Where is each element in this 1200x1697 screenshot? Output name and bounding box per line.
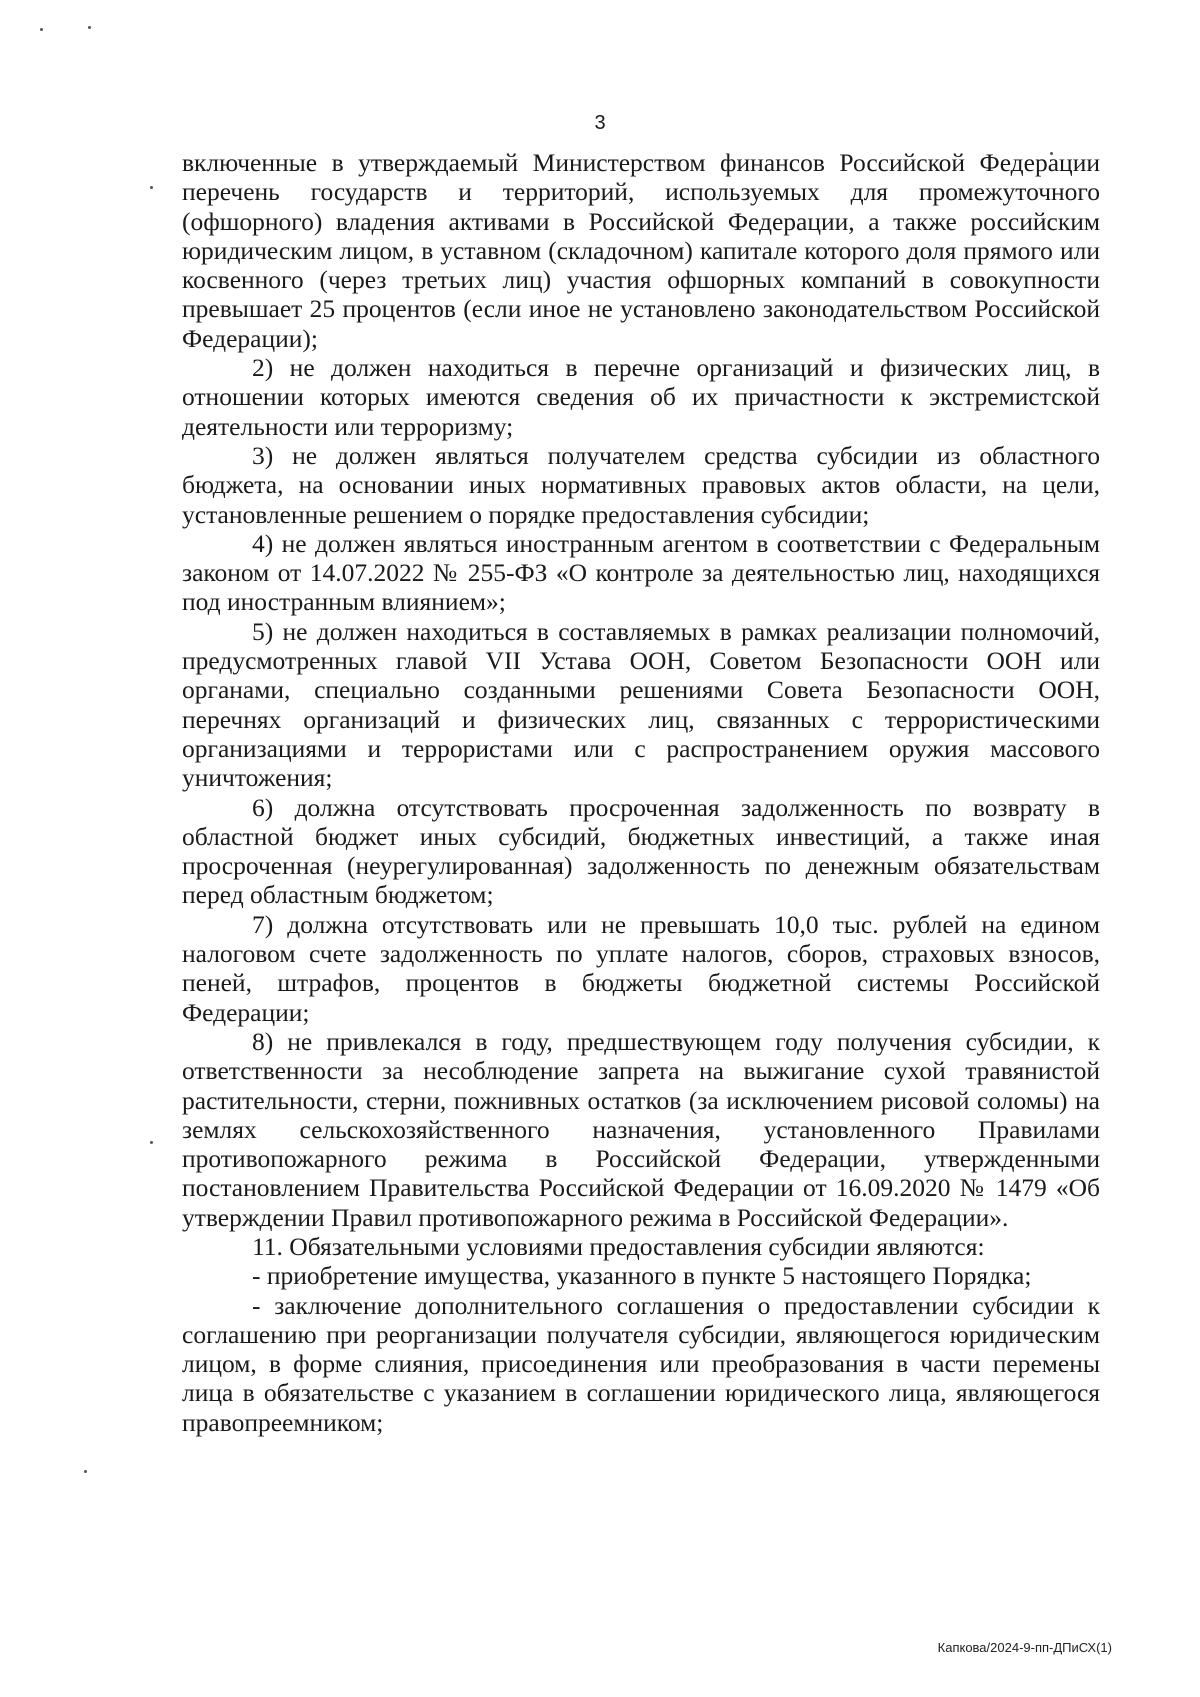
paragraph: 6) должна отсутствовать просроченная задолженность по возврату в областной бюджет иных субсидий, бюджетных инвестиций, а также иная просроченная (неурегулированная) задолженность по денежным обязательствам перед областным бюджетом; xyxy=(182,792,1100,910)
scan-speck xyxy=(40,28,43,31)
paragraph: 4) не должен являться иностранным агентом в соответствии с Федеральным законом от 14.07.2022 № 255-ФЗ «О контроле за деятельностью лиц, находящихся под иностранным влиянием»; xyxy=(182,528,1100,617)
paragraph: 3) не должен являться получателем средства субсидии из областного бюджета, на основании иных нормативных правовых актов области, на цели, установленные решением о порядке предоставления субсидии; xyxy=(182,440,1100,529)
scan-speck xyxy=(150,186,153,189)
scan-speck xyxy=(150,1141,153,1144)
paragraph: 2) не должен находиться в перечне организаций и физических лиц, в отношении которых имеются сведения об их причастности к экстремистской деятельности или терроризму; xyxy=(182,353,1100,441)
paragraph: 7) должна отсутствовать или не превышать 10,0 тыс. рублей на едином налоговом счете задолженность по уплате налогов, сборов, страховых взносов, пеней, штрафов, процентов в бюджеты бюджетной системы Российской Федерации; xyxy=(182,909,1100,1027)
paragraph: - приобретение имущества, указанного в пункте 5 настоящего Порядка; xyxy=(252,1261,1032,1291)
paragraph: 11. Обязательными условиями предоставления субсидии являются: xyxy=(252,1231,985,1261)
paragraph: включенные в утверждаемый Министерством финансов Российской Федерации перечень государств и территорий, используемых для промежуточного (офшорного) владения активами в Российской Федерации, а также российским юридическим лицом, в уставном (складочном) капитале которого доля прямого или косвенного (через третьих лиц) участия офшорных компаний в совокупности превышает 25 процентов (если иное не установлено законодательством Российской Федерации); xyxy=(182,148,1100,353)
paragraph: 5) не должен находиться в составляемых в рамках реализации полномочий, предусмотренных главой VII Устава ООН, Советом Безопасности ООН или органами, специально созданными решениями Совета Безопасности ООН, перечнях организаций и физических лиц, связанных с террористическими организациями и террористами или с распространением оружия массового уничтожения; xyxy=(182,616,1100,793)
document-body xyxy=(182,148,1100,1437)
document-code: Капкова/2024-9-пп-ДПиСХ(1) xyxy=(937,1640,1112,1655)
scan-speck xyxy=(84,1470,87,1473)
page-number: 3 xyxy=(594,112,606,134)
paragraph: 8) не привлекался в году, предшествующем году получения субсидии, к ответственности за несоблюдение запрета на выжигание сухой травянистой растительности, стерни, пожнивных остатков (за исключением рисовой соломы) на землях сельскохозяйственного назначения, установленного Правилами противопожарного режима в Российской Федерации, утвержденными постановлением Правительства Российской Федерации от 16.09.2020 № 1479 «Об утверждении Правил противопожарного режима в Российской Федерации». xyxy=(182,1026,1100,1232)
scan-speck xyxy=(88,26,91,29)
paragraph: - заключение дополнительного соглашения о предоставлении субсидии к соглашению при реорганизации получателя субсидии, являющегося юридическим лицом, в форме слияния, присоединения или преобразования в части перемены лица в обязательстве с указанием в соглашении юридического лица, являющегося правопреемником; xyxy=(182,1290,1100,1437)
